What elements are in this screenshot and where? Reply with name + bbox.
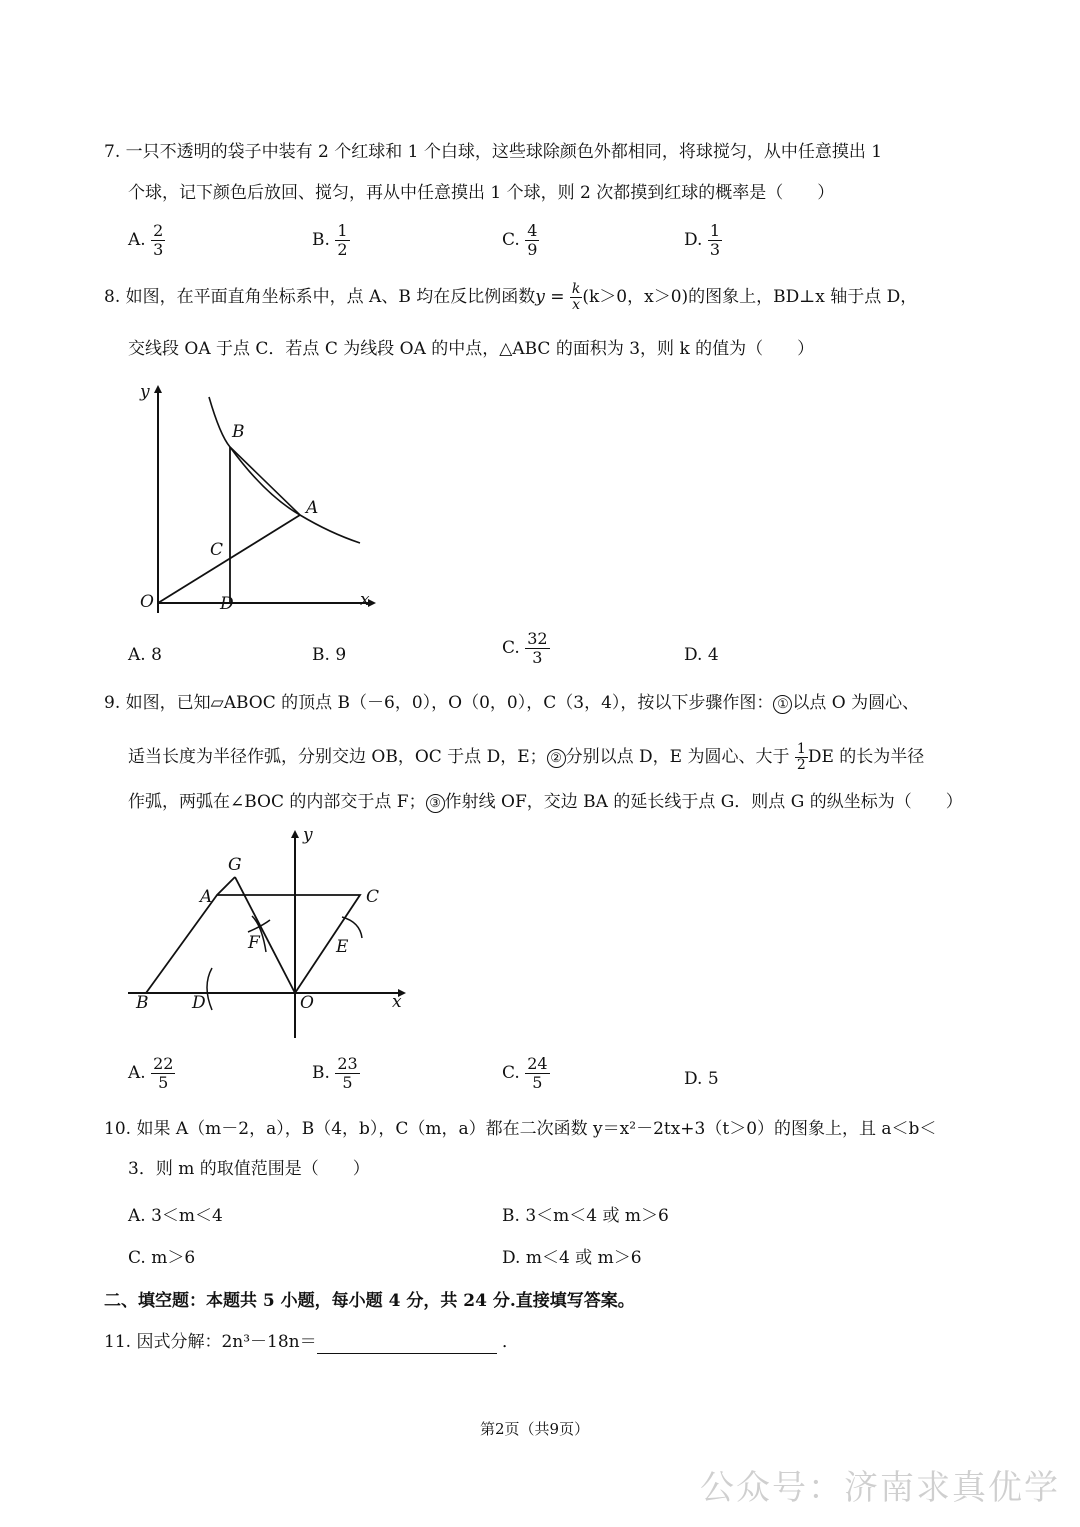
q8-label-x: x <box>360 590 370 610</box>
q7-option-d: D. $\frac{1}{3}$ <box>684 221 721 259</box>
q8-label-y: y <box>140 382 150 402</box>
q9-y-arrow <box>291 830 299 838</box>
q8-label-c: C <box>210 540 224 560</box>
q7-stem-line1: 一只不透明的袋子中装有 2 个红球和 1 个白球，这些球除颜色外都相同，将球搅匀，从中任意摸出 1 <box>125 142 883 162</box>
q9-line3: 作弧，两弧在∠BOC 的内部交于点 F； ③ 作射线 OF，交边 BA 的延长线于点 G．则点 G 的纵坐标为（ ） <box>128 792 963 812</box>
section-2-heading: 二、填空题：本题共 5 小题，每小题 4 分，共 24 分.直接填写答案。 <box>104 1291 635 1311</box>
q8-label-a: A <box>306 498 319 518</box>
q7-option-b: B. $\frac{1}{2}$ <box>312 221 348 259</box>
q9-label-a: A <box>200 887 213 907</box>
q8-line1: 8. 如图，在平面直角坐标系中，点 A、B 均在反比例函数y = $\frac{k}{x}$ (k＞0，x＞0)的图象上，BD⊥x 轴于点 D， <box>104 281 918 313</box>
q9-label-x: x <box>392 992 402 1012</box>
q7-number: 7. <box>104 142 121 162</box>
q8-label-o: O <box>140 592 154 612</box>
q8-stem-line2: 交线段 OA 于点 C．若点 C 为线段 OA 的中点，△ABC 的面积为 3，则 k 的值为（ ） <box>128 339 815 359</box>
q10-line1: 10. 如果 A（m－2，a），B（4，b），C（m，a）都在二次函数 y＝x²－2tx+3（t＞0）的图象上，且 a＜b＜ <box>104 1119 937 1139</box>
q8-segment-oa <box>158 515 300 603</box>
page-footer: 第2页（共9页） <box>480 1420 590 1438</box>
q9-option-c: C. $\frac{24}{5}$ <box>502 1054 548 1092</box>
q9-label-y: y <box>303 826 313 845</box>
q9-line1: 9. 如图，已知▱ABOC 的顶点 B（－6，0），O（0，0），C（3，4），按以下步骤作图： ① 以点 O 为圆心、 <box>104 693 920 713</box>
q9-label-g: G <box>228 855 242 875</box>
q9-option-d: D. 5 <box>684 1069 719 1089</box>
q8-option-a: A. 8 <box>128 645 162 665</box>
q10-option-c: C. m＞6 <box>128 1248 196 1268</box>
q8-option-b: B. 9 <box>312 645 347 665</box>
q7-option-c: C. $\frac{4}{9}$ <box>502 221 538 259</box>
q9-arc-e <box>342 917 362 938</box>
q9-label-d: D <box>192 993 206 1013</box>
q10-option-d: D. m＜4 或 m＞6 <box>502 1248 642 1268</box>
q9-label-e: E <box>336 937 349 957</box>
q9-label-f: F <box>248 933 260 953</box>
q8-option-c: C. $\frac{32}{3}$ <box>502 629 548 667</box>
q8-label-d: D <box>220 594 234 614</box>
q11: 11. 因式分解：2n³－18n＝ ． <box>104 1332 520 1352</box>
watermark: 公众号：济南求真优学 <box>700 1468 1060 1508</box>
q9-label-b: B <box>136 993 149 1013</box>
q10-option-b: B. 3＜m＜4 或 m＞6 <box>502 1206 669 1226</box>
step-2-mark: ② <box>547 749 566 768</box>
step-1-mark: ① <box>773 695 792 714</box>
q9-figure <box>120 826 420 1046</box>
q7-stem-line2: 个球，记下颜色后放回、搅匀，再从中任意摸出 1 个球，则 2 次都摸到红球的概率是（ ） <box>128 183 835 203</box>
q9-arc-d <box>207 968 212 1010</box>
q7-option-a: A. $\frac{2}{3}$ <box>128 221 164 259</box>
q9-option-b: B. $\frac{23}{5}$ <box>312 1054 358 1092</box>
q9-line2: 适当长度为半径作弧，分别交边 OB，OC 于点 D，E； ② 分别以点 D，E 为圆心、大于 $\frac{1}{2}$ DE 的长为半径 <box>128 741 925 773</box>
q8-label-b: B <box>232 422 245 442</box>
q9-extension-ag <box>217 877 235 895</box>
q8-segment-ab <box>230 447 300 515</box>
q8-figure <box>120 375 380 615</box>
q10-option-a: A. 3＜m＜4 <box>128 1206 223 1226</box>
step-3-mark: ③ <box>426 794 445 813</box>
q8-y-arrow <box>154 385 162 393</box>
q8-option-d: D. 4 <box>684 645 719 665</box>
q9-label-o: O <box>300 993 314 1013</box>
q10-stem-line2: 3．则 m 的取值范围是（ ） <box>128 1159 370 1179</box>
q9-label-c: C <box>366 887 380 907</box>
q8-hyperbola <box>209 397 360 543</box>
q7-line1 <box>104 140 882 164</box>
q9-option-a: A. $\frac{22}{5}$ <box>128 1054 174 1092</box>
q11-answer-blank[interactable] <box>317 1335 497 1354</box>
